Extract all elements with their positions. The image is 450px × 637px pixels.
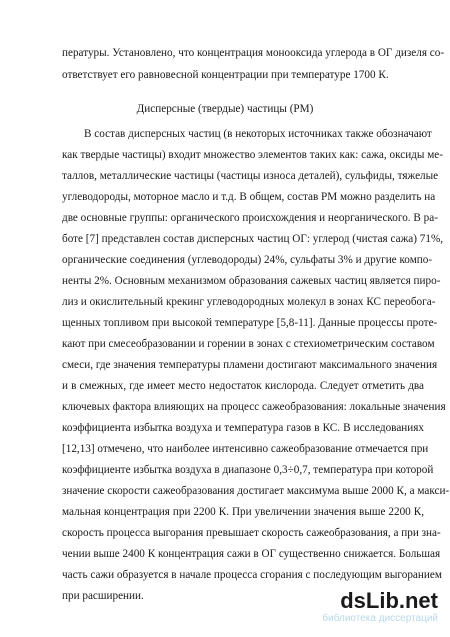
text-line: лиз и окислительный крекинг углеводородных молекул в зонах КС переобога- xyxy=(62,296,436,308)
text-line: при расширении. xyxy=(62,590,144,602)
text-line: и в смежных, где имеет место недостаток кислорода. Следует отметить два xyxy=(62,380,424,392)
text-line: скорость процесса выгорания превышает скорость сажеобразования, а при зна- xyxy=(62,527,441,539)
text-line: пературы. Установлено, что концентрация монооксида углерода в ОГ дизеля со- xyxy=(62,47,445,59)
text-line: коэффициента избытка воздуха и температура газов в КС. В исследованиях xyxy=(62,422,424,434)
text-line: смеси, где значения температуры пламени достигают максимального значения xyxy=(62,359,438,371)
text-line: В состав дисперсных частиц (в некоторых источниках также обозначают xyxy=(84,128,432,140)
watermark-subtitle: библиотека диссертаций xyxy=(322,613,438,624)
text-line: кают при смесеобразовании и горении в зонах с стехиометрическим составом xyxy=(62,338,435,350)
text-line: две основные группы: органического происхождения и неорганического. В ра- xyxy=(62,212,438,224)
text-line: органические соединения (углеводороды) 24%, сульфаты 3% и другие компо- xyxy=(62,254,433,266)
text-line: мальная концентрация при 2200 К. При увеличении значения выше 2200 К, xyxy=(62,506,424,518)
text-line: боте [7] представлен состав дисперсных частиц ОГ: углерод (чистая сажа) 71%, xyxy=(62,233,444,245)
text-line: ответствует его равновесной концентрации при температуре 1700 К. xyxy=(62,69,389,81)
text-line: часть сажи образуется в начале процесса сгорания с последующим выгоранием xyxy=(62,569,442,581)
text-line: щенных топливом при высокой температуре [5,8-11]. Данные процессы проте- xyxy=(62,317,438,329)
text-line: коэффициенте избытка воздуха в диапазоне 0,3÷0,7, температура при которой xyxy=(62,464,434,476)
text-line: ключевых фактора влияющих на процесс сажеобразования: локальные значения xyxy=(62,401,446,413)
text-line: таллов, металлические частицы (частицы износа деталей), сульфиды, тяжелые xyxy=(62,170,439,182)
text-line: чении выше 2400 К концентрация сажи в ОГ существенно снижается. Большая xyxy=(62,548,441,560)
text-line: как твердые частицы) входит множество элементов таких как: сажа, оксиды ме- xyxy=(62,149,443,161)
text-line: значение скорости сажеобразования достигает максимума выше 2000 К, а макси- xyxy=(62,485,450,497)
text-line: [12,13] отмечено, что наиболее интенсивно сажеобразование отмечается при xyxy=(62,443,429,455)
text-line: ненты 2%. Основным механизмом образования сажевых частиц является пиро- xyxy=(62,275,441,287)
section-heading: Дисперсные (твердые) частицы (РМ) xyxy=(136,103,314,115)
watermark xyxy=(318,589,438,629)
text-line: углеводороды, моторное масло и т.д. В общем, состав РМ можно разделить на xyxy=(62,191,436,203)
watermark-logo: dsLib.net xyxy=(340,588,438,613)
